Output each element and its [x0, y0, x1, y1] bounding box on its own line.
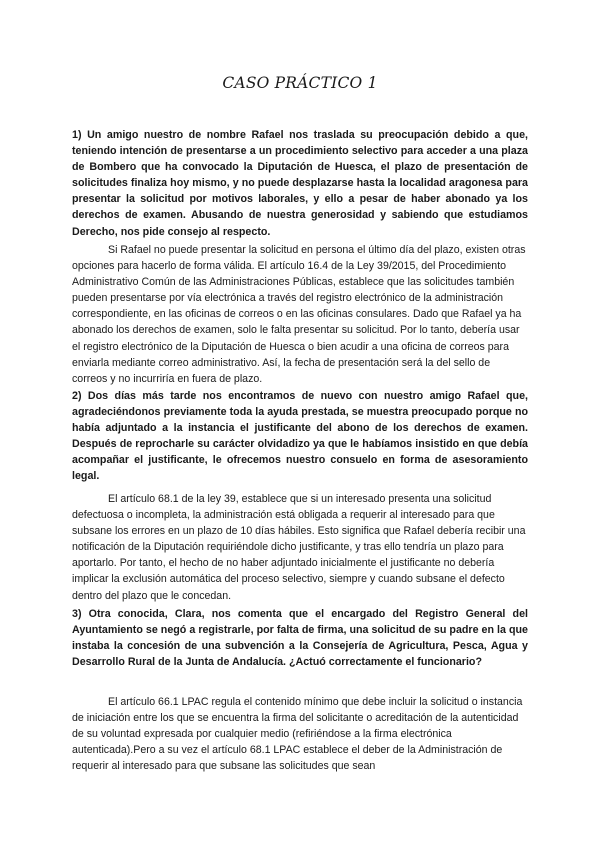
document-title: CASO PRÁCTICO 1 [222, 74, 378, 92]
question-3: 3) Otra conocida, Clara, nos comenta que el encargado del Registro General del Ayuntamiento se negó a registrarle, por falta de firma, una solicitud de su padre en la que instaba la concesión de una subvención a la Consejería de Agricultura, Pesca, Agua y Desarrollo Rural de la Junta de Andalucía. ¿Actuó correctamente el funcionario? [72, 608, 528, 669]
answer-1: Si Rafael no puede presentar la solicitud en persona el último día del plazo, existen otras opciones para hacerlo de forma válida. El artículo 16.4 de la Ley 39/2015, del Procedimiento Administrativo Común de las Administraciones Públicas, establece que las solicitudes también pueden presentarse por vía electrónica a través del registro electrónico de la administración correspondiente, en las oficinas de correos o en las oficinas consulares. Dado que Rafael ya ha abonado los derechos de examen, solo le falta presentar su solicitud. Por lo tanto, debería usar el registro electrónico de la Diputación de Huesca o bien acudir a una oficina de correos para enviarla mediante correo administrativo. Así, la fecha de presentación será la del sello de correos y no incurriría en fuera de plazo. [72, 244, 526, 385]
answer-2: El artículo 68.1 de la ley 39, establece que si un interesado presenta una solicitud defectuosa o incompleta, la administración está obligada a requerir al interesado para que subsane los errores en un plazo de 10 días hábiles. Esto significa que Rafael debería recibir una notificación de la Diputación requiriéndole dicho justificante, y tras ello tendría un plazo para aportarlo. Por tanto, el hecho de no haber adjuntado inicialmente el justificante no debería implicar la exclusión automática del proceso selectivo, siempre y cuando subsane el defecto dentro del plazo que le concedan. [72, 493, 526, 602]
question-2: 2) Dos días más tarde nos encontramos de nuevo con nuestro amigo Rafael que, agradeciéndonos previamente toda la ayuda prestada, se muestra preocupado porque no había adjuntado a la instancia el justificante del abono de los derechos de examen. Después de reprocharle su carácter olvidadizo ya que le habíamos insistido en que debía acompañar el justificante, le ofrecemos nuestro consuelo en forma de asesoramiento legal. [72, 390, 528, 483]
question-1: 1) Un amigo nuestro de nombre Rafael nos traslada su preocupación debido a que, teniendo intención de presentarse a un procedimiento selectivo para acceder a una plaza de Bombero que ha convocado la Diputación de Huesca, el plazo de presentación de solicitudes finaliza hoy mismo, y no puede desplazarse hasta la localidad aragonesa para presentar la solicitud por motivos laborales, y ello a pesar de haber abonado ya los derechos de examen. Abusando de nuestra generosidad y sabiendo que estudiamos Derecho, nos pide consejo al respecto. [72, 129, 528, 238]
answer-3: El artículo 66.1 LPAC regula el contenido mínimo que debe incluir la solicitud o instancia de iniciación entre los que se encuentra la firma del solicitante o acreditación de la autenticidad de su voluntad expresada por cualquier medio (refiriéndose a la firma electrónica autenticada).Pero a su vez el artículo 68.1 LPAC establece el deber de la Administración de requerir al interesado para que subsane las solicitudes que sean [72, 696, 523, 773]
